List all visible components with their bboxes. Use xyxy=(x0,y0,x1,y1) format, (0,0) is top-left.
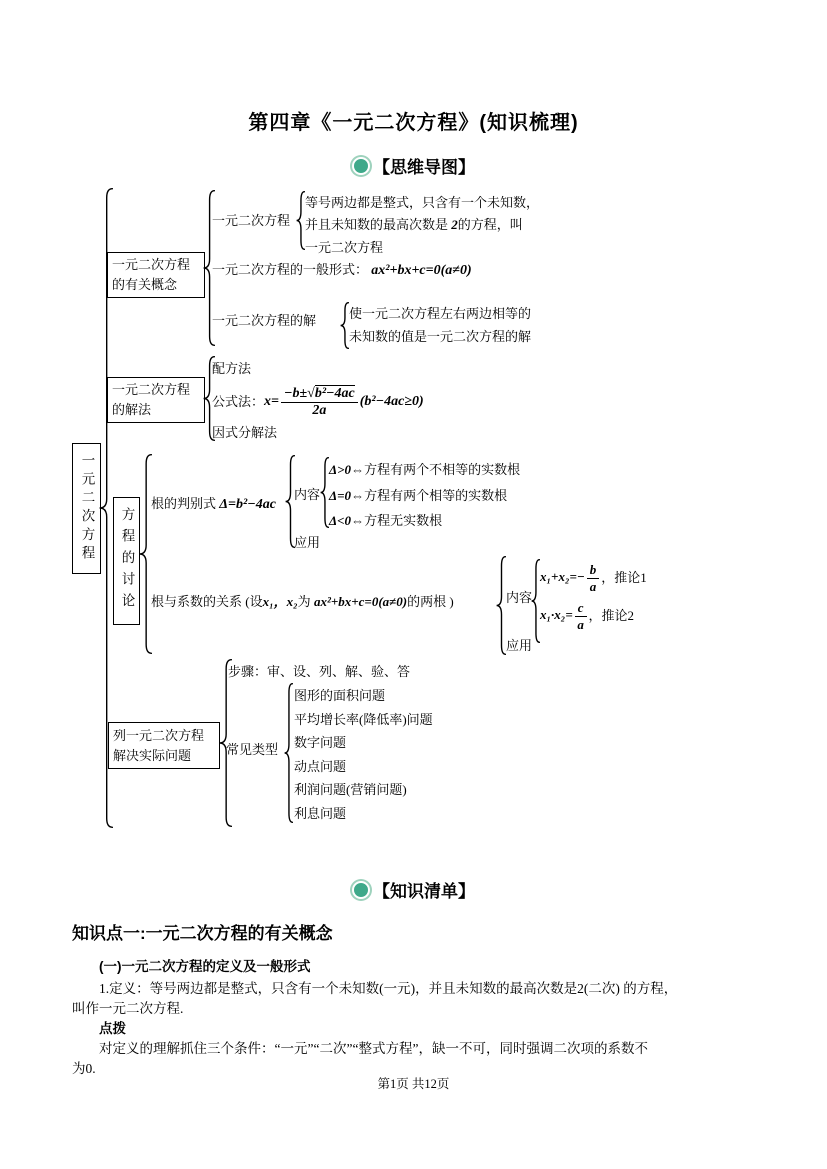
branch-application-box: 列一元二次方程 解决实际问题 xyxy=(108,722,220,769)
definition-label: 一元二次方程 xyxy=(212,213,291,228)
discriminant-line: 根的判别式 Δ=b²−4ac xyxy=(151,496,276,512)
definition-subtitle: (一)一元二次方程的定义及一般形式 xyxy=(99,959,311,974)
vieta-product-formula: x₁·x₂= $\frac{c}{a}$ ，推论2 xyxy=(540,600,635,632)
iff-icon: ⇔ xyxy=(351,513,365,529)
green-dot-icon xyxy=(352,881,370,899)
branch-discussion-box: 方程的讨论 xyxy=(113,497,140,625)
application-steps: 步骤：审、设、列、解、验、答 xyxy=(228,664,411,679)
type-item: 利润问题(营销问题) xyxy=(294,782,407,798)
case-delta-zero: Δ=0⇔方程有两个相等的实数根 xyxy=(329,487,508,503)
iff-icon: ⇔ xyxy=(351,462,365,477)
vieta-content-brace xyxy=(531,559,540,643)
tip-label: 点拨 xyxy=(99,1021,126,1036)
method-factoring: 因式分解法 xyxy=(212,425,278,440)
solution-brace xyxy=(340,302,349,349)
general-form-line: 一元二次方程的一般形式： ax²+bx+c=0(a≠0) xyxy=(212,262,472,278)
mindmap-section-header xyxy=(0,153,827,178)
exponent-two: 2 xyxy=(451,217,458,233)
solution-label: 一元二次方程的解 xyxy=(212,313,317,328)
discriminant-content-label: 内容 xyxy=(294,487,321,502)
method-formula-line: 公式法： x= $\frac{\text{−b±√b²−4ac}}{2a}$ (b²−4ac≥0) xyxy=(212,386,424,418)
case-delta-positive: Δ>0⇔方程有两个不相等的实数根 xyxy=(329,462,521,477)
radical-sign: √ xyxy=(307,386,315,401)
application-types-brace xyxy=(284,683,293,823)
solution-lines: 使一元二次方程左右两边相等的 未知数的值是一元二次方程的解 xyxy=(349,306,532,344)
knowledge-section-title: 【知识清单】 xyxy=(373,882,475,901)
green-dot-icon xyxy=(352,157,370,175)
discriminant-cases xyxy=(329,457,520,534)
branch-methods-box: 一元二次方程 的解法 xyxy=(107,377,205,423)
discriminant-content-brace xyxy=(320,457,329,528)
vieta-apply-label: 应用 xyxy=(506,638,533,653)
type-item: 数字问题 xyxy=(294,735,347,751)
application-types-list xyxy=(294,684,433,826)
mindmap-root-node: 一元二次方程 xyxy=(72,443,101,574)
mindmap-section-title: 【思维导图】 xyxy=(373,158,475,177)
definition-paragraph-line2: 叫作一元二次方程. xyxy=(72,1001,184,1016)
definition-lines: 等号两边都是整式，只含有一个未知数， 并且未知数的最高次数是 2的方程，叫 一元二次方程 xyxy=(305,195,540,255)
type-item: 利息问题 xyxy=(294,805,347,821)
definition-brace xyxy=(296,191,305,250)
method-peifang: 配方法 xyxy=(212,361,252,376)
vieta-outer-brace xyxy=(496,556,506,655)
discriminant-apply-label: 应用 xyxy=(294,535,321,550)
page-title: 第四章《一元二次方程》(知识梳理) xyxy=(248,112,579,134)
vieta-line: 根与系数的关系 (设x₁，x₂为 ax²+bx+c=0(a≠0)的两根 ) xyxy=(151,594,454,609)
case-delta-negative: Δ<0⇔方程无实数根 xyxy=(329,513,443,529)
type-item: 平均增长率(降低率)问题 xyxy=(294,711,433,727)
tip-line2: 为0. xyxy=(72,1061,96,1076)
branch-concepts-box: 一元二次方程 的有关概念 xyxy=(107,252,205,298)
type-item: 图形的面积问题 xyxy=(294,688,386,703)
page-footer: 第1页 共12页 xyxy=(377,1077,450,1091)
vieta-sum-formula: x₁+x₂=− $\frac{b}{a}$ ，推论1 xyxy=(540,562,647,594)
knowledge-point-title: 知识点一:一元二次方程的有关概念 xyxy=(72,924,333,943)
knowledge-section-header xyxy=(0,877,827,902)
tip-line1: 对定义的理解抓住三个条件：“一元”“二次”“整式方程”，缺一不可，同时强调二次项的系数不 xyxy=(99,1041,648,1056)
iff-icon: ⇔ xyxy=(351,487,365,503)
application-types-label: 常见类型 xyxy=(226,742,279,757)
branch-discussion-brace xyxy=(139,454,152,654)
discriminant-formula: Δ=b²−4ac xyxy=(219,497,276,512)
vieta-content-label: 内容 xyxy=(506,590,533,605)
type-item: 动点问题 xyxy=(294,758,347,774)
quadratic-formula: x= $\frac{\text{−b±√b²−4ac}}{2a}$ (b²−4ac≥0) xyxy=(264,386,424,418)
definition-paragraph-line1: 1.定义：等号两边都是整式，只含有一个未知数(一元)，并且未知数的最高次数是2(二次) 的方程， xyxy=(99,981,678,996)
general-form-formula: ax²+bx+c=0(a≠0) xyxy=(371,263,472,278)
